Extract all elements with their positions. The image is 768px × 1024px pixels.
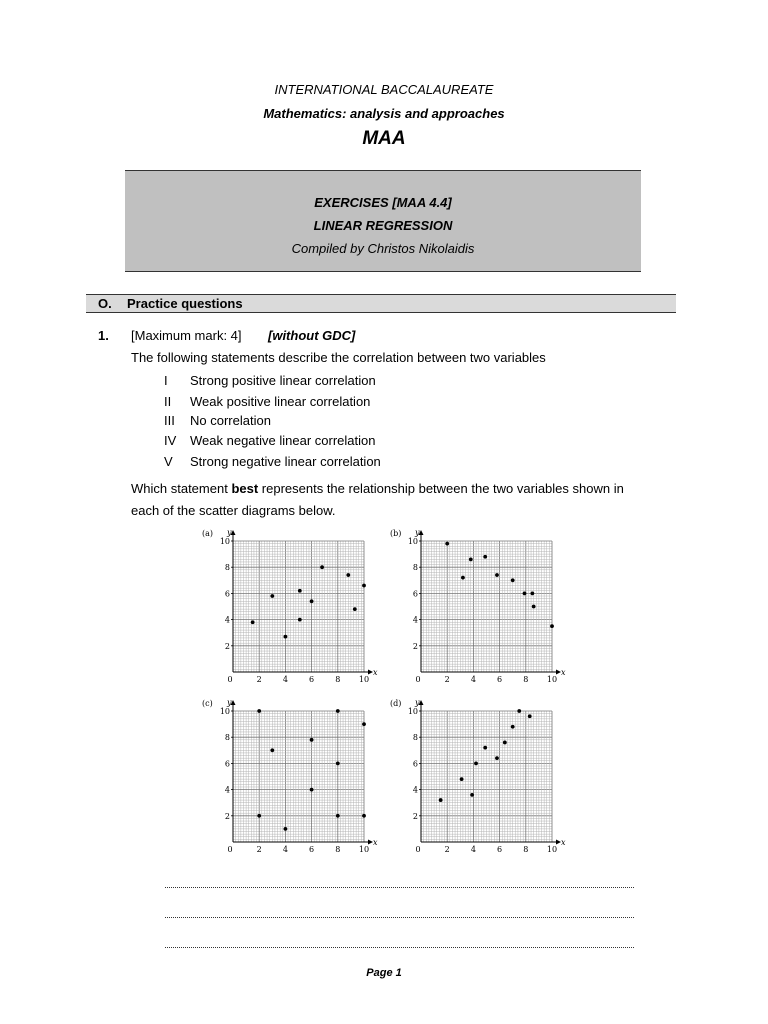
statement-numeral: V [164, 454, 173, 469]
x-tick-label: 8 [335, 845, 341, 854]
y-tick-label: 8 [412, 563, 418, 573]
x-axis-label: x [561, 838, 566, 847]
x-tick-label: 2 [256, 845, 262, 854]
x-tick-label: 10 [358, 675, 370, 684]
x-tick-label: 8 [335, 675, 341, 684]
data-point [310, 599, 314, 603]
chart-label: (c) [202, 699, 213, 708]
chart-label: (b) [390, 529, 402, 538]
data-point [511, 578, 515, 582]
y-axis-label: y [415, 528, 420, 537]
y-tick-label: 4 [412, 785, 418, 795]
x-axis-label: x [373, 838, 378, 847]
x-tick-label: 2 [256, 675, 262, 684]
prompt-emphasis: best [231, 481, 259, 496]
statement-numeral: I [164, 373, 168, 388]
statement-numeral: III [164, 413, 175, 428]
x-tick-label: 6 [497, 675, 503, 684]
y-tick-label: 6 [224, 589, 230, 599]
header-subject: Mathematics: analysis and approaches [263, 106, 505, 121]
scatter-plot-d [388, 696, 573, 858]
answer-line[interactable] [165, 917, 634, 918]
data-point [362, 814, 366, 818]
x-tick-label: 4 [470, 675, 476, 684]
y-tick-label: 2 [412, 641, 418, 651]
answer-line[interactable] [165, 887, 634, 888]
x-tick-label: 4 [470, 845, 476, 854]
data-point [336, 709, 340, 713]
y-tick-label: 8 [224, 733, 230, 743]
data-point [445, 542, 449, 546]
data-point [523, 592, 527, 596]
y-axis-label: y [227, 528, 232, 537]
header-code: MAA [362, 128, 406, 149]
y-tick-label: 10 [219, 707, 230, 716]
y-tick-label: 8 [412, 733, 418, 743]
y-tick-label: 10 [407, 707, 418, 716]
statement-numeral: IV [164, 433, 177, 448]
data-point [503, 741, 507, 745]
data-point [320, 565, 324, 569]
data-point [346, 573, 350, 577]
scatter-plot-a [200, 526, 385, 688]
data-point [310, 738, 314, 742]
x-tick-label: 8 [523, 845, 529, 854]
data-point [336, 814, 340, 818]
section-title: Practice questions [127, 296, 243, 311]
y-tick-label: 2 [224, 811, 230, 821]
question-gdc-note: [without GDC] [268, 328, 356, 343]
answer-line[interactable] [165, 947, 634, 948]
data-point [495, 573, 499, 577]
data-point [532, 605, 536, 609]
data-point [257, 709, 261, 713]
data-point [298, 618, 302, 622]
section-header [86, 294, 676, 313]
banner-exercises: EXERCISES [MAA 4.4] [314, 195, 452, 210]
x-tick-label: 10 [358, 845, 370, 854]
data-point [495, 756, 499, 760]
x-tick-label: 10 [546, 845, 558, 854]
statement-text: Weak negative linear correlation [190, 433, 376, 448]
data-point [461, 576, 465, 580]
x-tick-label: 4 [282, 675, 288, 684]
scatter-plot-c [200, 696, 385, 858]
scatter-plot-b [388, 526, 573, 688]
data-point [517, 709, 521, 713]
data-point [251, 620, 255, 624]
x-tick-label: 6 [497, 845, 503, 854]
y-tick-label: 2 [412, 811, 418, 821]
statement-text: Strong negative linear correlation [190, 454, 381, 469]
x-tick-label: 0 [227, 675, 233, 684]
data-point [470, 793, 474, 797]
x-tick-label: 0 [227, 845, 233, 854]
question-prompt-line2: each of the scatter diagrams below. [131, 503, 336, 518]
x-tick-label: 6 [309, 675, 315, 684]
x-tick-label: 0 [415, 675, 421, 684]
statement-text: Strong positive linear correlation [190, 373, 376, 388]
data-point [530, 592, 534, 596]
x-tick-label: 8 [523, 675, 529, 684]
data-point [284, 827, 288, 831]
data-point [511, 725, 515, 729]
x-tick-label: 4 [282, 845, 288, 854]
statement-text: No correlation [190, 413, 271, 428]
data-point [474, 762, 478, 766]
question-marks: [Maximum mark: 4] [131, 328, 242, 343]
y-tick-label: 4 [412, 615, 418, 625]
y-tick-label: 10 [407, 537, 418, 546]
question-intro: The following statements describe the correlation between two variables [131, 350, 546, 365]
y-tick-label: 6 [412, 759, 418, 769]
y-tick-label: 4 [224, 785, 230, 795]
y-tick-label: 2 [224, 641, 230, 651]
statement-text: Weak positive linear correlation [190, 394, 371, 409]
page-number: Page 1 [366, 967, 402, 979]
data-point [362, 722, 366, 726]
y-tick-label: 6 [224, 759, 230, 769]
section-number: O. [98, 296, 112, 311]
y-axis-label: y [227, 698, 232, 707]
title-banner [125, 170, 641, 272]
y-axis-label: y [415, 698, 420, 707]
data-point [284, 635, 288, 639]
data-point [528, 714, 532, 718]
data-point [270, 594, 274, 598]
y-tick-label: 4 [224, 615, 230, 625]
y-tick-label: 8 [224, 563, 230, 573]
data-point [362, 584, 366, 588]
question-number: 1. [98, 328, 109, 343]
data-point [439, 798, 443, 802]
prompt-text: represents the relationship between the two variables shown in [258, 481, 624, 496]
statement-numeral: II [164, 394, 172, 409]
x-axis-label: x [373, 668, 378, 677]
data-point [550, 624, 554, 628]
x-tick-label: 0 [415, 845, 421, 854]
question-prompt [131, 481, 624, 496]
y-tick-label: 6 [412, 589, 418, 599]
x-axis-label: x [561, 668, 566, 677]
data-point [353, 607, 357, 611]
data-point [336, 762, 340, 766]
data-point [310, 788, 314, 792]
header-org: INTERNATIONAL BACCALAUREATE [274, 82, 494, 97]
data-point [257, 814, 261, 818]
data-point [298, 589, 302, 593]
data-point [469, 557, 473, 561]
prompt-text: Which statement [131, 481, 232, 496]
chart-label: (a) [202, 529, 214, 538]
y-tick-label: 10 [219, 537, 230, 546]
data-point [483, 746, 487, 750]
x-tick-label: 2 [444, 845, 450, 854]
x-tick-label: 2 [444, 675, 450, 684]
banner-topic: LINEAR REGRESSION [313, 218, 453, 233]
chart-label: (d) [390, 699, 402, 708]
data-point [270, 748, 274, 752]
x-tick-label: 6 [309, 845, 315, 854]
data-point [460, 777, 464, 781]
banner-author: Compiled by Christos Nikolaidis [291, 241, 475, 256]
x-tick-label: 10 [546, 675, 558, 684]
data-point [483, 555, 487, 559]
